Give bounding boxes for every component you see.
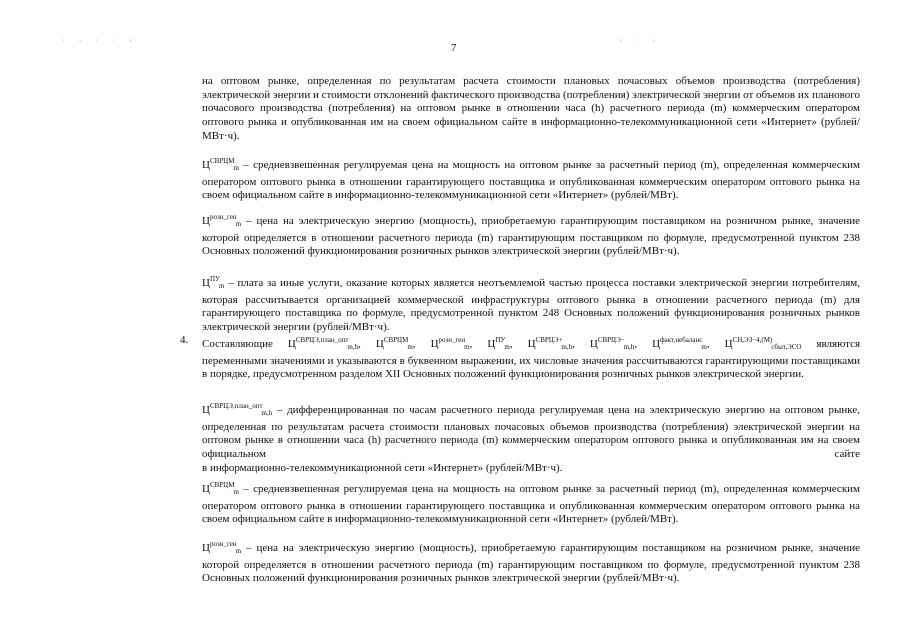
definition-rozn-gen-2 [202, 538, 860, 586]
formula-symbol-fakt: $Ц^{факт,небаланс}_m$ [652, 336, 707, 351]
formula-symbol-sbyt: $Ц^{СН,ЭЗ-4,(М)}_{сбыт,ЭСО}$ [724, 336, 802, 351]
paragraph-opt-rynok [202, 75, 860, 144]
definition-svrcm-2 [202, 479, 860, 527]
definition-svrcm [202, 155, 860, 203]
definition-plan-opt [202, 400, 860, 476]
formula-symbol-rozn-gen: $Ц^{розн\_ген}_m$ [430, 336, 470, 351]
definition-text: – средневзвешенная регулируемая цена на мощность на оптовом рынке за расчетный период (m), определенная коммерческим оператором оптового рынка в отношении гарантирующего поставщика и опубликованная коммерческим оператором оптового рынка на своем официальном сайте в информационно-телекоммуникационной сети «Интернет» (рублей/МВт). [202, 483, 861, 526]
item-4 [202, 334, 860, 382]
item-4-first-line: Составляющие $Ц^{СВРЦЭ,план\_опт}_{m,h}$, $Ц^{СВРЦМ}_m$, $Ц^{розн\_ген}_m$, $Ц^{ПУ}_m$, $Ц^{СВРЦЭ+}_{m,h}$, $Ц^{СВРЦЭ-}_{m,h}$, $Ц^{факт,небаланс}_m$, $Ц^{СН,ЭЗ-4,(М)}_{сбыт,ЭСО}$ являются [202, 336, 861, 351]
formula-symbol-svrcm: $Ц^{СВРЦМ}_m$ [202, 157, 239, 172]
definition-pu [202, 273, 860, 335]
item-4-text: переменными значениями и указываются в буквенном выражении, их числовые значения рассчитываются гарантирующими поставщиками в порядке, предусмотренном разделом XII Основных положений функционирования розничных рынков электрической энергии. [202, 354, 860, 381]
formula-symbol-plan-opt: $Ц^{СВРЦЭ,план\_опт}_{m,h}$ [202, 402, 273, 417]
formula-symbol-pu: $Ц^{ПУ}_m$ [487, 336, 510, 351]
formula-symbol-svrcm: $Ц^{СВРЦМ}_m$ [375, 336, 413, 351]
scan-noise-right: ' ˙ ' [620, 38, 661, 48]
definition-rozn-gen [202, 211, 860, 259]
formula-symbol-minus: $Ц^{СВРЦЭ-}_{m,h}$ [589, 336, 635, 351]
formula-symbol-plan-opt: $Ц^{СВРЦЭ,план\_опт}_{m,h}$ [287, 336, 359, 351]
definition-text-end: в информационно-телекоммуникационной сети «Интернет» (рублей/МВт·ч). [202, 461, 563, 474]
definition-text: – цена на электрическую энергию (мощность), приобретаемую гарантирующим поставщиком на розничном рынке, значение которой определяется в отношении расчетного периода (m) гарантирующим поставщиком по формуле, предусмотренной пунктом 238 Основных положений функционирования розничных рынков электрической энергии (рублей/МВт·ч). [202, 215, 861, 258]
formula-symbol-svrcm: $Ц^{СВРЦМ}_m$ [202, 481, 239, 496]
paragraph-text: на оптовом рынке, определенная по результатам расчета стоимости плановых почасовых объемов производства (потребления) электрической энергии и стоимости отклонений фактического производства (потребления) электрической энергии от объемов их планового почасового производства (потребления) на оптовом рынке в отношении часа (h) расчетного периода (m) коммерческим оператором оптового рынка и опубликованная им на своем официальном сайте в информационно-телекоммуникационной сети «Интернет» (рублей/МВт·ч). [202, 75, 860, 142]
scan-noise-left: ˙ ' ˙ ˙ ' [62, 38, 138, 48]
definition-text: – средневзвешенная регулируемая цена на мощность на оптовом рынке за расчетный период (m), определенная коммерческим оператором оптового рынка в отношении гарантирующего поставщика и опубликованная коммерческим оператором оптового рынка на своем официальном сайте в информационно-телекоммуникационной сети «Интернет» (рублей/МВт). [202, 159, 861, 202]
page-number: 7 [451, 42, 457, 54]
definition-text: – цена на электрическую энергию (мощность), приобретаемую гарантирующим поставщиком на розничном рынке, значение которой определяется в отношении расчетного периода (m) гарантирующим поставщиком по формуле, предусмотренной пунктом 238 Основных положений функционирования розничных рынков электрической энергии (рублей/МВт·ч). [202, 542, 861, 585]
item-number: 4. [180, 334, 189, 346]
formula-symbol-rozn-gen: $Ц^{розн\_ген}_m$ [202, 540, 242, 555]
formula-symbol-plus: $Ц^{СВРЦЭ+}_{m,h}$ [527, 336, 573, 351]
formula-symbol-rozn-gen: $Ц^{розн\_ген}_m$ [202, 213, 242, 228]
formula-symbol-pu: $Ц^{ПУ}_m$ [202, 275, 225, 290]
definition-text: – плата за иные услуги, оказание которых является неотъемлемой частью процесса поставки электрической энергии потребителям, которая рассчитывается организацией коммерческой инфраструктуры оптового рынка в отношении расчетного периода (m) для гарантирующего поставщика по формуле, предусмотренной пунктом 248 Основных положений функционирования розничных рынков электрической энергии (рублей/МВт·ч). [202, 277, 860, 334]
definition-text: – дифференцированная по часам расчетного периода регулируемая цена на электрическую энергию на оптовом рынке, определенная по результатам расчета стоимости плановых почасовых объемов производства (потребления) электрической энергии на оптовом рынке в отношении часа (h) расчетного периода (m) коммерческим оператором оптового рынка и опубликованная им на своем официальном сайте [202, 404, 860, 461]
